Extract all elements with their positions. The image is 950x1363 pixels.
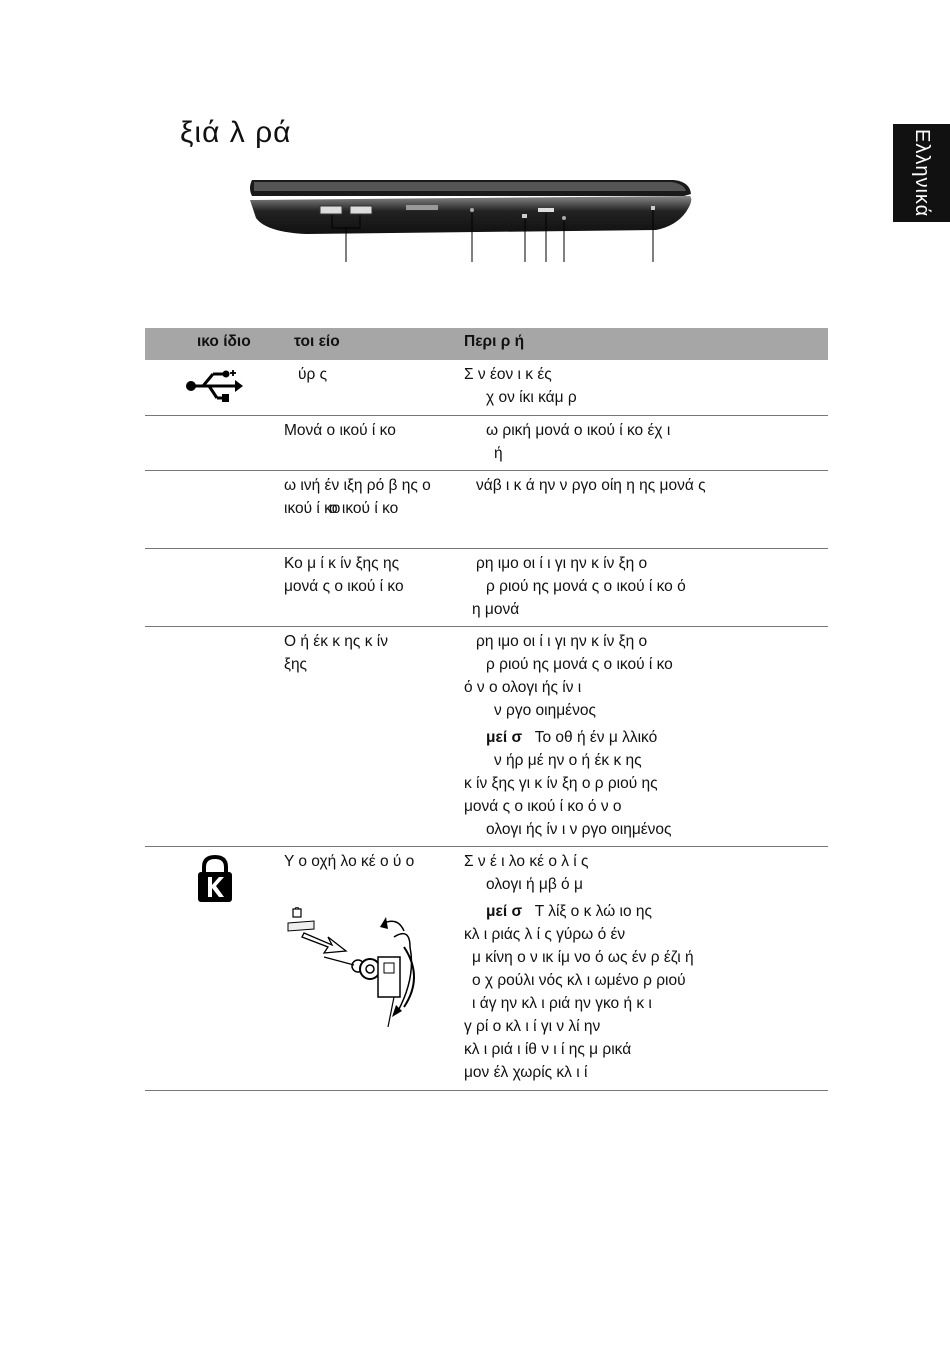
header-description: Περι ρ ή — [464, 333, 525, 350]
desc-disk-indicator: νάβ ι κ ά ην ν ργο οίη η ης μονά ς ο ικού ί κο — [329, 477, 706, 517]
note-label: μεί σ — [486, 729, 523, 746]
feature-table — [145, 328, 828, 1091]
header-item: τοι είο — [294, 333, 340, 350]
table-row — [145, 549, 828, 627]
desc-eject-button: ρη ιμο οι ί ι γι ην κ ίν ξη ο ρ ριού ης μονά ς ο ικού ί κο ό η μονά — [472, 555, 686, 618]
desc-emergency-eject: ρη ιμο οι ί ι γι ην κ ίν ξη ο ρ ριού ης μονά ς ο ικού ί κο ό ν ο ολογι ής ίν ι ν ργο οιημένος μεί σ Το οθ ή έν μ λλικό ν ήρ μέ ην ο ή έκ κ ης κ ίν ξης γι κ ίν ξη ο ρ ριού ης μονά ς ο ικού ί κο ό ν ο ολογι ής ίν ι ν ργο οιημένος — [464, 633, 673, 838]
table-header — [145, 328, 828, 360]
page-title: ξιά λ ρά — [180, 116, 292, 149]
table-row — [145, 471, 828, 549]
desc-kensington-lock: Σ ν έ ι λο κέ ο λ ί ς ολογι ή μβ ό μ μεί σ Τ λίξ ο κ λώ ιο ης κλ ι ριάς λ ί ς γύρω ό έν μ κίνη ο ν ικ ίμ νο ό ως έν ρ έζι ή ο χ ρούλι νός κλ ι ωμένο ρ ριού ι άγ ην κλ ι ριά ην γκο ή κ ι γ ρί ο κλ ι ί γι ν λί ην κλ ι ριά ι ίθ ν ι ί ης μ ρικά μον έλ χωρίς κλ ι ί — [464, 853, 694, 1081]
table-row — [145, 847, 828, 1091]
desc-optical-drive: ω ρική μονά ο ικού ί κο έχ ι ή — [486, 422, 671, 462]
table-row — [145, 416, 828, 471]
laptop-left-side-illustration — [246, 178, 696, 264]
table-row — [145, 360, 828, 416]
note-label: μεί σ — [486, 903, 523, 920]
language-tab — [893, 124, 950, 222]
item-kensington-lock: Υ ο οχή λο κέ ο ύ ο — [284, 853, 415, 870]
item-usb: ύρ ς — [298, 366, 328, 383]
desc-usb: Σ ν έον ι κ ές χ ον ίκι κάμ ρ — [464, 366, 577, 406]
item-eject-button: Κο μ ί κ ίν ξης ης μονά ς ο ικού ί κο — [284, 555, 404, 595]
header-icon: ικο ίδιο — [197, 333, 251, 350]
lock-illustration — [284, 907, 416, 1029]
language-tab-label: Ελληνικά — [911, 128, 933, 218]
item-optical-drive: Μονά ο ικού ί κο — [284, 422, 396, 439]
item-emergency-eject: Ο ή έκ κ ης κ ίν ξης — [284, 633, 388, 673]
table-row — [145, 627, 828, 847]
item-disk-indicator: ω ινή έν ιξη ρό β ης ο ικού ί κο — [284, 477, 431, 517]
